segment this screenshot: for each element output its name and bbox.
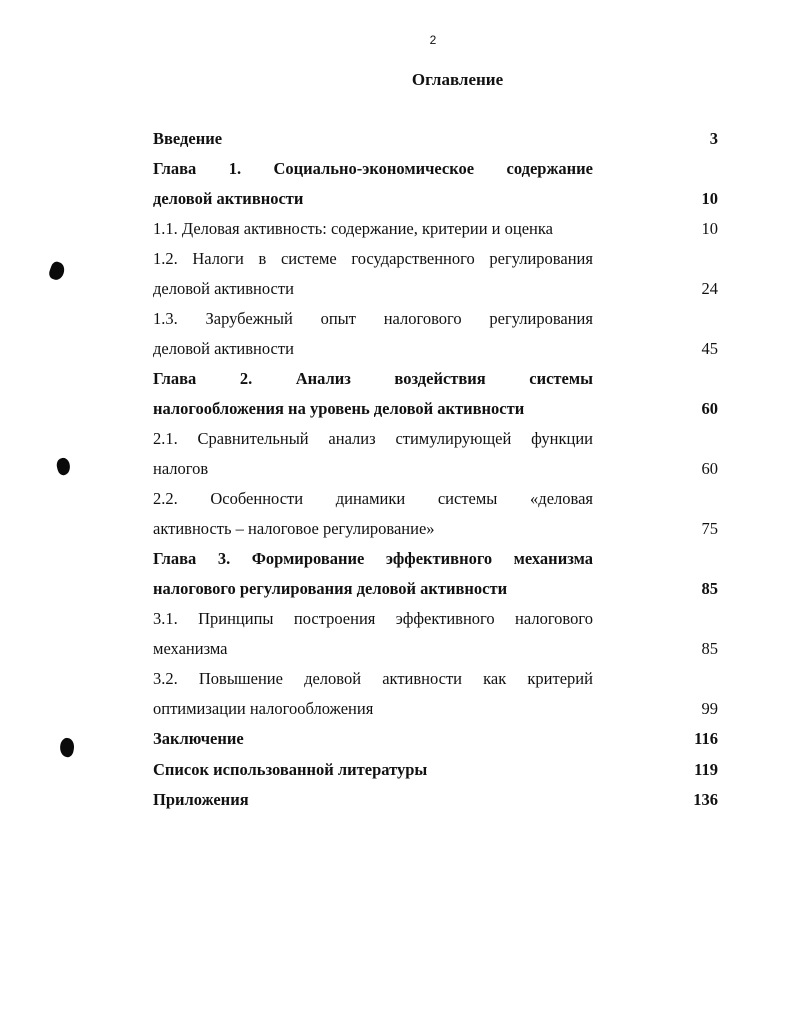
word: 2. — [239, 369, 253, 388]
word: системы — [437, 489, 498, 508]
toc-entry-text — [153, 488, 593, 510]
toc-entry-text: 1.1. Деловая активность: содержание, критерии и оценка — [153, 219, 553, 238]
toc-entry-text — [153, 548, 593, 570]
toc-entry-text — [153, 248, 593, 270]
word: эффективного — [395, 609, 495, 628]
word: Социально-экономическое — [273, 159, 475, 178]
word: Принципы — [198, 609, 274, 628]
toc-entry-page: 10 — [701, 219, 718, 238]
toc-entry-text — [153, 158, 593, 180]
toc-entry-text: деловой активности — [153, 339, 294, 358]
toc-entry-page: 24 — [701, 279, 718, 298]
word: динамики — [335, 489, 406, 508]
word: налогового — [383, 309, 462, 328]
word: 3.1. — [153, 609, 178, 628]
word: воздействия — [394, 369, 486, 388]
word: критерий — [527, 669, 593, 688]
word: 3.2. — [153, 669, 178, 688]
word: государственного — [351, 249, 475, 268]
toc-entry-text: налогообложения на уровень деловой активности — [153, 399, 525, 418]
toc-entry-text: Введение — [153, 129, 223, 148]
word: стимулирующей — [395, 429, 512, 448]
toc-entry-page: 85 — [701, 639, 718, 658]
word: Сравнительный — [197, 429, 309, 448]
word: Зарубежный — [205, 309, 293, 328]
toc-entry-page: 119 — [694, 760, 718, 779]
word: 3. — [217, 549, 231, 568]
toc-entry-text: деловой активности — [153, 189, 304, 208]
toc-entry-text: Список использованной литературы — [153, 760, 428, 779]
word: 2.2. — [153, 489, 178, 508]
toc-entry-page: 60 — [701, 399, 718, 418]
scan-blot — [58, 737, 75, 758]
word: 2.1. — [153, 429, 178, 448]
word: 1.3. — [153, 309, 178, 328]
word: Глава — [153, 549, 197, 568]
word: Анализ — [295, 369, 351, 388]
toc-entry-text: деловой активности — [153, 279, 294, 298]
toc-entry-text — [153, 608, 593, 630]
word: «деловая — [530, 489, 593, 508]
word: содержание — [506, 159, 593, 178]
toc-entry-text: оптимизации налогообложения — [153, 699, 374, 718]
word: 1. — [228, 159, 242, 178]
toc-entry-text — [153, 368, 593, 390]
word: регулирования — [489, 309, 593, 328]
word: опыт — [320, 309, 356, 328]
toc-entry-text: налогового регулирования деловой активности — [153, 579, 508, 598]
toc-entry-text: налогов — [153, 459, 209, 478]
toc-entry-text — [153, 668, 593, 690]
toc-entry-page: 60 — [701, 459, 718, 478]
word: Налоги — [192, 249, 244, 268]
toc-entry-page: 99 — [701, 699, 718, 718]
toc-entry-page: 116 — [694, 729, 718, 748]
toc-entry-text — [153, 308, 593, 330]
toc-title: Оглавление — [411, 70, 504, 89]
toc-entry-page: 45 — [701, 339, 718, 358]
word: в — [258, 249, 267, 268]
word: деловой — [304, 669, 362, 688]
word: 1.2. — [153, 249, 178, 268]
word: Формирование — [251, 549, 365, 568]
toc-entry-page: 10 — [701, 189, 718, 208]
word: анализ — [328, 429, 376, 448]
toc-entry-text: Заключение — [153, 729, 244, 748]
word: построения — [293, 609, 376, 628]
toc-entry-text — [153, 428, 593, 450]
word: Особенности — [210, 489, 304, 508]
word: функции — [531, 429, 593, 448]
word: регулирования — [489, 249, 593, 268]
toc-entry-text: механизма — [153, 639, 228, 658]
word: налогового — [515, 609, 593, 628]
word: системы — [529, 369, 593, 388]
scan-blot — [55, 457, 72, 477]
word: активности — [382, 669, 463, 688]
word: Глава — [153, 369, 197, 388]
word: эффективного — [385, 549, 493, 568]
word: механизма — [513, 549, 593, 568]
word: как — [483, 669, 507, 688]
scan-blot — [47, 260, 66, 282]
toc-entry-page: 75 — [701, 519, 718, 538]
word: системе — [280, 249, 337, 268]
toc-entry-page: 85 — [701, 579, 718, 598]
page-number: 2 — [429, 33, 437, 47]
toc-entry-text: активность – налоговое регулирование» — [153, 519, 435, 538]
toc-entry-page: 3 — [709, 129, 718, 148]
word: Повышение — [198, 669, 283, 688]
toc-entry-page: 136 — [693, 790, 718, 809]
toc-entry-text: Приложения — [153, 790, 249, 809]
word: Глава — [153, 159, 197, 178]
